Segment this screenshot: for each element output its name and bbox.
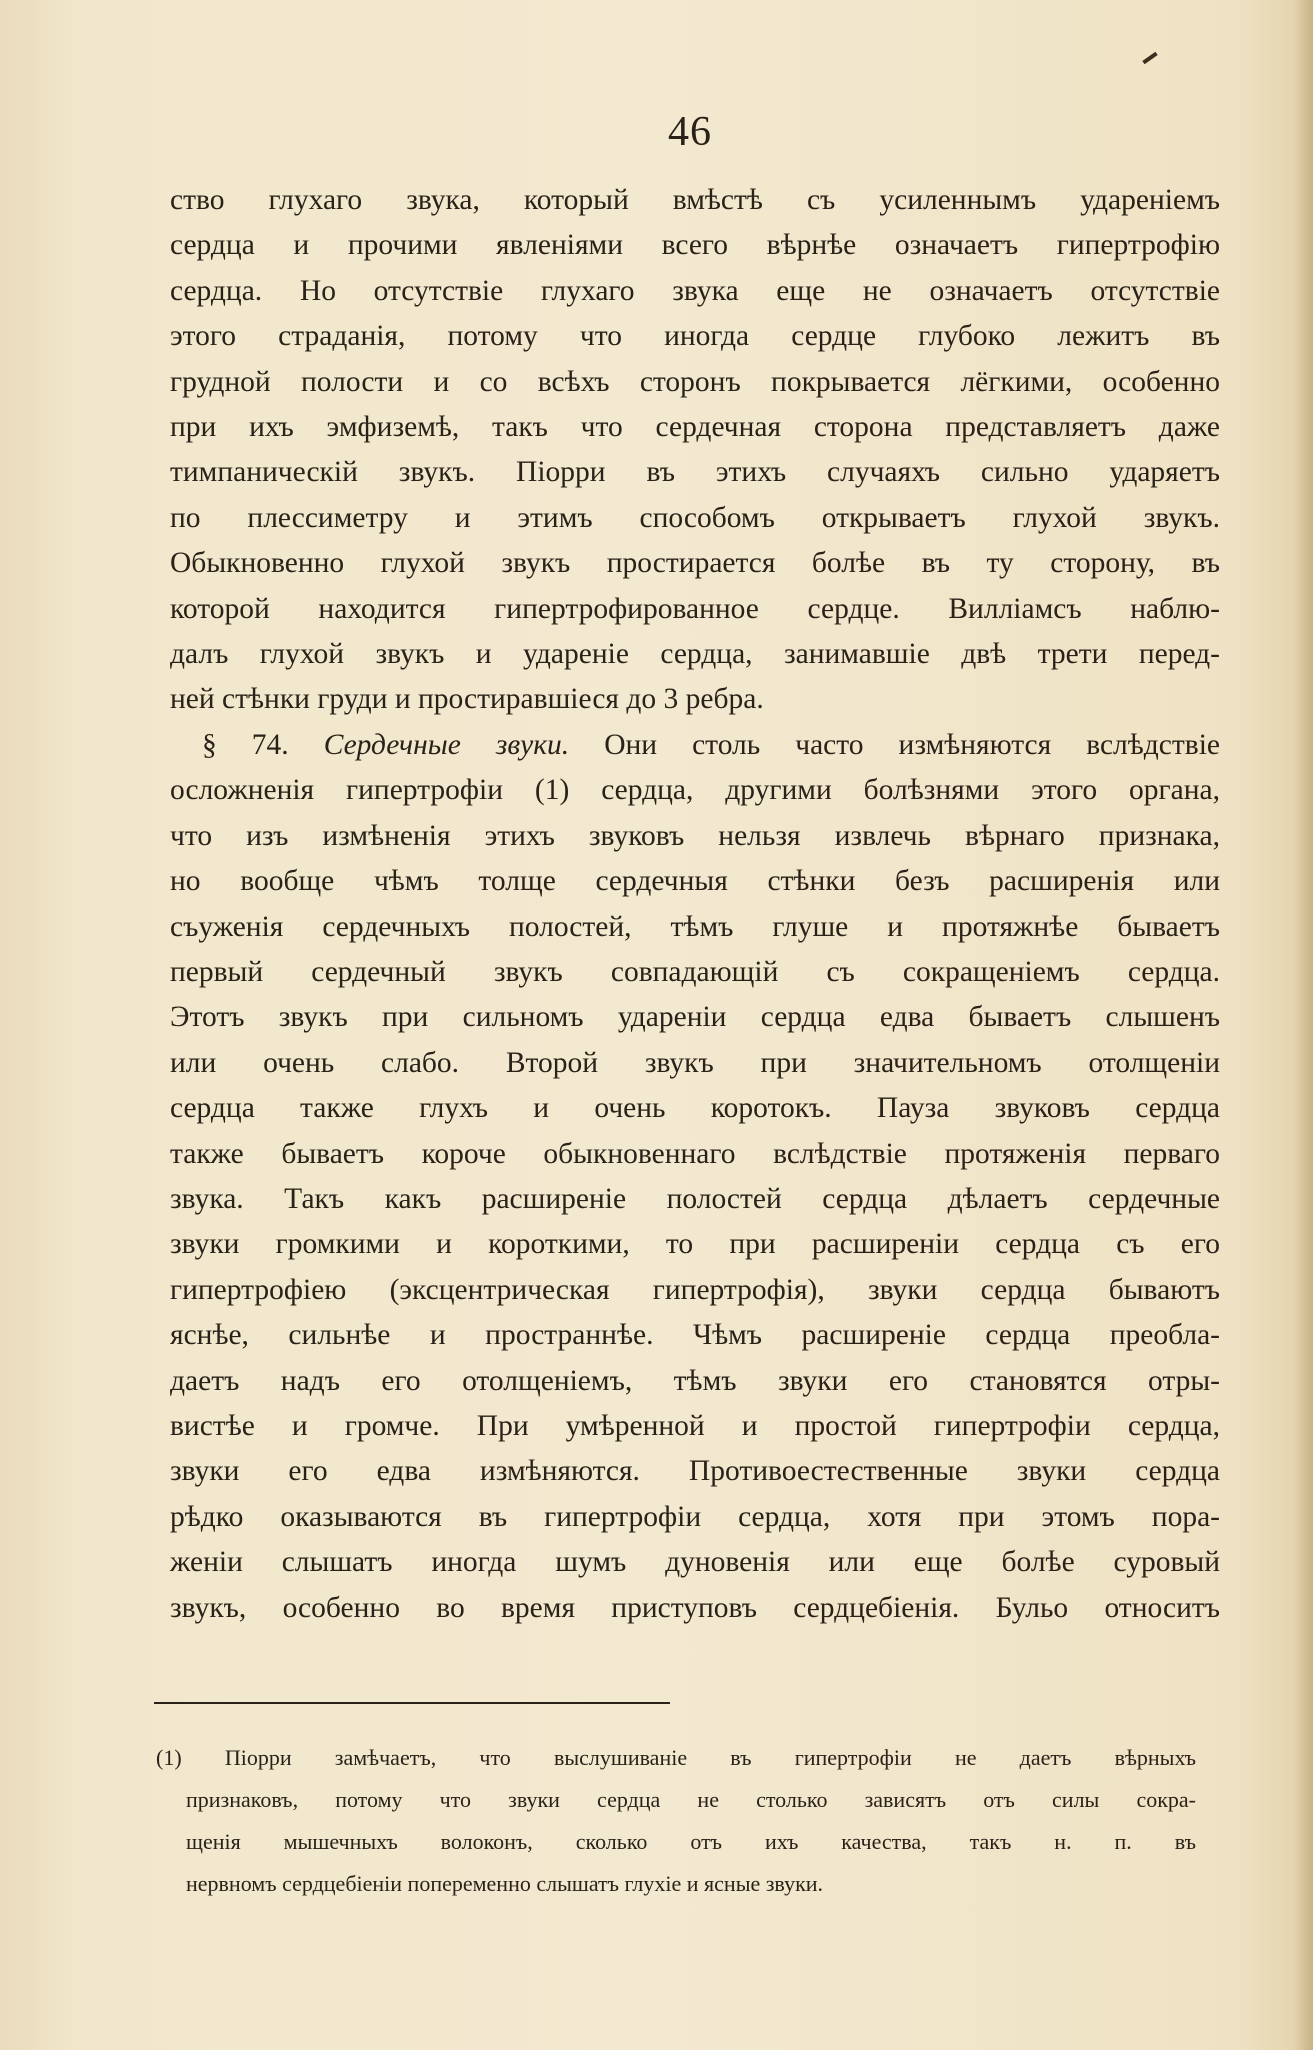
text-line: при ихъ эмфиземѣ, такъ что сердечная сторона представляетъ даже <box>170 411 1220 444</box>
text-line: которой находится гипертрофированное сердце. Вилліамсъ наблю- <box>170 592 1220 625</box>
text-line: Этотъ звукъ при сильномъ удареніи сердца едва бываетъ слышенъ <box>170 1001 1220 1034</box>
text-line: первый сердечный звукъ совпадающій съ сокращеніемъ сердца. <box>170 955 1220 988</box>
text-line: или очень слабо. Второй звукъ при значительномъ отолщеніи <box>170 1046 1220 1079</box>
text-line: сердца. Но отсутствіе глухаго звука еще не означаетъ отсутствіе <box>170 274 1220 307</box>
page-number: 46 <box>668 109 712 155</box>
text-line: также бываетъ короче обыкновеннаго вслѣдствіе протяженія перваго <box>170 1137 1220 1170</box>
footnote-line: нервномъ сердцебіеніи попеременно слышатъ глухіе и ясные звуки. <box>186 1871 824 1896</box>
text-line: звукъ, особенно во время приступовъ сердцебіенія. Бульо относитъ <box>170 1591 1220 1624</box>
footnote-line: (1) Піорри замѣчаетъ, что выслушиваніе въ гипертрофіи не даетъ вѣрныхъ <box>156 1745 1196 1770</box>
footnote-divider <box>154 1702 670 1704</box>
section-first-line-text: Они столь часто измѣняются вслѣдствіе <box>604 728 1221 761</box>
text-line: по плессиметру и этимъ способомъ открываетъ глухой звукъ. <box>170 501 1220 534</box>
footnote <box>156 1737 1196 1905</box>
text-line: далъ глухой звукъ и удареніе сердца, занимавшіе двѣ трети перед- <box>170 638 1220 671</box>
text-line: рѣдко оказываются въ гипертрофіи сердца, хотя при этомъ пора- <box>170 1500 1220 1533</box>
text-line: сердца также глухъ и очень коротокъ. Пауза звуковъ сердца <box>170 1092 1220 1125</box>
text-line: но вообще чѣмъ толще сердечныя стѣнки безъ расширенія или <box>170 865 1220 898</box>
text-line: ней стѣнки груди и простиравшіеся до 3 ребра. <box>170 683 764 716</box>
text-line: грудной полости и со всѣхъ сторонъ покрывается лёгкими, особенно <box>170 365 1220 398</box>
text-line: этого страданія, потому что иногда сердце глубоко лежитъ въ <box>170 320 1220 353</box>
text-line: Обыкновенно глухой звукъ простирается болѣе въ ту сторону, въ <box>170 547 1220 580</box>
text-line: звуки его едва измѣняются. Противоестественные звуки сердца <box>170 1455 1220 1488</box>
ink-mark <box>1142 52 1157 64</box>
section-title: Сердечные звуки. <box>323 728 570 761</box>
text-line: осложненія гипертрофіи (1) сердца, другими болѣзнями этого органа, <box>170 774 1220 807</box>
text-line: женіи слышатъ иногда шумъ дуновенія или еще болѣе суровый <box>170 1546 1220 1579</box>
body-text <box>170 178 1220 1631</box>
text-line: гипертрофіею (эксцентрическая гипертрофія), звуки сердца бываютъ <box>170 1273 1220 1306</box>
text-line: тимпаническій звукъ. Піорри въ этихъ случаяхъ сильно ударяетъ <box>170 456 1220 489</box>
text-line: вистѣе и громче. При умѣренной и простой гипертрофіи сердца, <box>170 1409 1220 1442</box>
text-line: что изъ измѣненія этихъ звуковъ нельзя извлечь вѣрнаго признака, <box>170 819 1220 852</box>
section-heading-line <box>170 723 1220 768</box>
text-line: даетъ надъ его отолщеніемъ, тѣмъ звуки его становятся отры- <box>170 1364 1220 1397</box>
footnote-line: щенія мышечныхъ волоконъ, сколько отъ ихъ качества, такъ н. п. въ <box>186 1829 1196 1854</box>
text-line: сердца и прочими явленіями всего вѣрнѣе означаетъ гипертрофію <box>170 229 1220 262</box>
text-line: ство глухаго звука, который вмѣстѣ съ усиленнымъ удареніемъ <box>170 184 1220 216</box>
page-edge-shadow <box>1293 0 1313 2050</box>
text-line: звука. Такъ какъ расширеніе полостей сердца дѣлаетъ сердечные <box>170 1182 1220 1215</box>
text-line: звуки громкими и короткими, то при расширеніи сердца съ его <box>170 1228 1220 1261</box>
section-number: § 74. <box>202 728 289 761</box>
text-line: съуженія сердечныхъ полостей, тѣмъ глуше и протяжнѣе бываетъ <box>170 910 1220 943</box>
footnote-line: признаковъ, потому что звуки сердца не столько зависятъ отъ силы сокра- <box>186 1787 1196 1812</box>
text-line: яснѣе, сильнѣе и пространнѣе. Чѣмъ расширеніе сердца преобла- <box>170 1319 1220 1352</box>
